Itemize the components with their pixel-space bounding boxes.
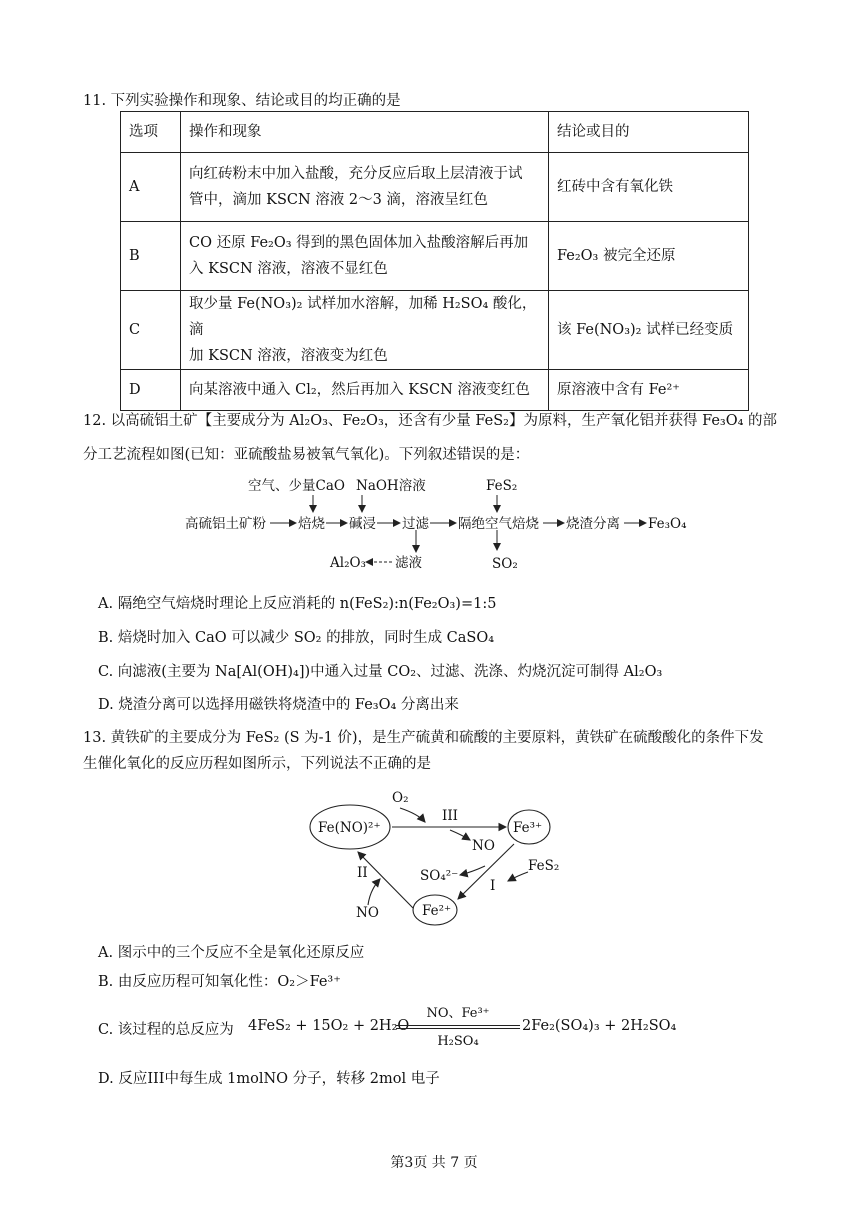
q12-option-b: B. 焙烧时加入 CaO 可以减少 SO₂ 的排放，同时生成 CaSO₄: [98, 630, 495, 646]
cycle-fe2: Fe²⁺: [422, 903, 452, 919]
equation-right: 2Fe₂(SO₄)₃ + 2H₂SO₄: [522, 1018, 677, 1034]
row-option: B: [121, 222, 181, 291]
cycle-no-in: NO: [356, 905, 379, 921]
row-operation: CO 还原 Fe₂O₃ 得到的黑色固体加入盐酸溶解后再加 入 KSCN 溶液，溶液不显红色: [181, 222, 549, 291]
flow-start: 高硫铝土矿粉: [185, 516, 266, 532]
flow-reagent-air-cao: 空气、少量CaO: [248, 478, 345, 494]
q13-option-b: B. 由反应历程可知氧化性：O₂＞Fe³⁺: [98, 974, 341, 990]
q12-option-c: C. 向滤液(主要为 Na[Al(OH)₄])中通入过量 CO₂、过滤、洗涤、灼烧沉淀可制得 Al₂O₃: [98, 664, 663, 680]
flow-step-roast: 焙烧: [298, 516, 325, 532]
q12-flow-diagram: [0, 470, 868, 580]
equation-bar-1: [396, 1025, 520, 1026]
cycle-fe-no: Fe(NO)²⁺: [318, 820, 381, 836]
flow-reagent-fes2: FeS₂: [486, 478, 518, 494]
flow-product: Fe₃O₄: [648, 516, 687, 532]
q12-stem-line1: 12. 以高硫铝土矿【主要成分为 Al₂O₃、Fe₂O₃，还含有少量 FeS₂】为原料，生产氧化铝并获得 Fe₃O₄ 的部: [83, 413, 778, 429]
row-operation: 取少量 Fe(NO₃)₂ 试样加水溶解，加稀 H₂SO₄ 酸化，滴 加 KSCN 溶液，溶液变为红色: [181, 291, 549, 370]
flow-step-leach: 碱浸: [349, 516, 376, 532]
equation-left: 4FeS₂ + 15O₂ + 2H₂O: [248, 1018, 410, 1034]
flow-step-roast-noair: 隔绝空气焙烧: [458, 516, 539, 532]
cycle-no-out: NO: [472, 838, 495, 854]
row-conclusion: 红砖中含有氧化铁: [549, 153, 749, 222]
equation-condition-bottom: H₂SO₄: [437, 1034, 479, 1049]
page-footer: 第3页 共 7 页: [390, 1155, 478, 1171]
equation-bar-2: [396, 1028, 520, 1029]
header-option: 选项: [121, 112, 181, 153]
cycle-label-iii: III: [442, 808, 458, 824]
header-operation: 操作和现象: [181, 112, 549, 153]
row-conclusion: Fe₂O₃ 被完全还原: [549, 222, 749, 291]
q12-option-d: D. 烧渣分离可以选择用磁铁将烧渣中的 Fe₃O₄ 分离出来: [98, 697, 459, 713]
row-conclusion: 原溶液中含有 Fe²⁺: [549, 370, 749, 411]
q13-stem-line2: 生催化氧化的反应历程如图所示，下列说法不正确的是: [83, 756, 431, 772]
table-row: [121, 222, 749, 291]
cycle-fe3: Fe³⁺: [513, 820, 543, 836]
option-c-prefix: C. 该过程的总反应为: [98, 1022, 234, 1038]
table-row: [121, 153, 749, 222]
row-operation: 向某溶液中通入 Cl₂，然后再加入 KSCN 溶液变红色: [181, 370, 549, 411]
header-conclusion: 结论或目的: [549, 112, 749, 153]
q11-stem: 11. 下列实验操作和现象、结论或目的均正确的是: [83, 93, 401, 109]
flow-al2o3: Al₂O₃: [330, 555, 366, 571]
row-option: A: [121, 153, 181, 222]
q13-option-c: [98, 1000, 677, 1060]
cycle-label-i: I: [490, 878, 496, 894]
cycle-o2: O₂: [392, 790, 409, 806]
q13-reaction-cycle: [0, 780, 868, 930]
q11-table: [120, 111, 749, 411]
q12-option-a: A. 隔绝空气焙烧时理论上反应消耗的 n(FeS₂):n(Fe₂O₃)=1:5: [98, 596, 497, 612]
flow-reagent-naoh: NaOH溶液: [356, 478, 426, 494]
flow-so2: SO₂: [492, 556, 518, 572]
flow-step-separate: 烧渣分离: [566, 516, 620, 532]
cycle-label-ii: II: [357, 865, 368, 881]
table-header-row: [121, 112, 749, 153]
q12-stem-line2: 分工艺流程如图(已知：亚硫酸盐易被氧气氧化)。下列叙述错误的是：: [83, 447, 530, 463]
row-conclusion: 该 Fe(NO₃)₂ 试样已经变质: [549, 291, 749, 370]
row-operation: 向红砖粉末中加入盐酸，充分反应后取上层清液于试 管中，滴加 KSCN 溶液 2～3 滴，溶液呈红色: [181, 153, 549, 222]
q13-option-a: A. 图示中的三个反应不全是氧化还原反应: [98, 945, 365, 961]
q13-option-d: D. 反应III中每生成 1molNO 分子，转移 2mol 电子: [98, 1071, 440, 1087]
q13-stem-line1: 13. 黄铁矿的主要成分为 FeS₂ (S 为-1 价)，是生产硫黄和硫酸的主要原料，黄铁矿在硫酸酸化的条件下发: [83, 730, 764, 746]
cycle-fes2: FeS₂: [528, 858, 560, 874]
row-option: C: [121, 291, 181, 370]
table-row: [121, 291, 749, 370]
flow-filtrate: 滤液: [395, 555, 422, 571]
equation-condition-top: NO、Fe³⁺: [426, 1006, 490, 1021]
table-row: [121, 370, 749, 411]
row-option: D: [121, 370, 181, 411]
cycle-so4: SO₄²⁻: [420, 868, 459, 884]
flow-step-filter: 过滤: [402, 516, 429, 532]
